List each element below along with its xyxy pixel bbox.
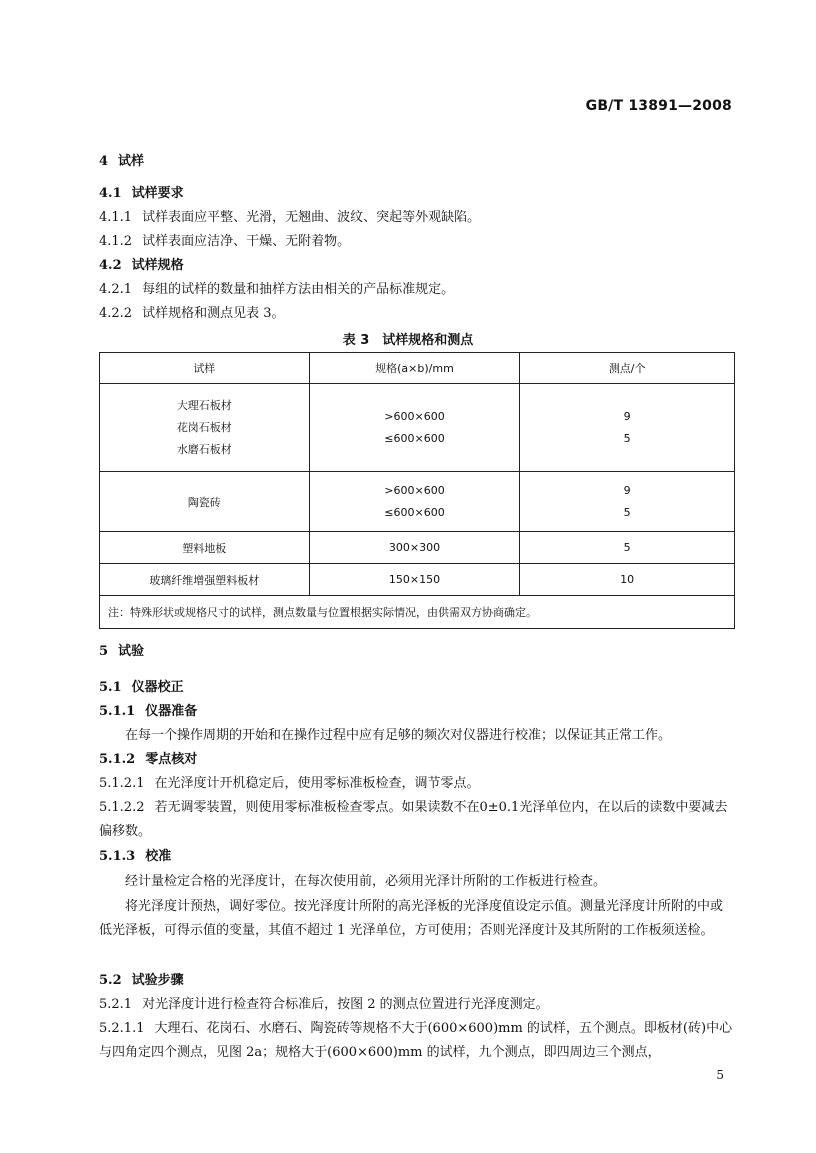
clause-4-1-2: 4.1.2 试样表面应洁净、干燥、无附着物。	[99, 234, 351, 249]
paragraph-5-1-1: 在每一个操作周期的开始和在操作过程中应有足够的频次对仪器进行校准；以保证其正常工作。	[125, 728, 672, 743]
table-cell-points: 9 5	[520, 472, 735, 532]
paragraph-5-1-3-b: 将光泽度计预热，调好零位。按光泽度计所附的高光泽板的光泽度值设定示值。测量光泽度计所附的中或低光泽板，可得示值的变量，其值不超过 1 光泽单位，方可使用；否则光泽度计及其所附的工作板须送检。	[99, 899, 724, 938]
clause-5-1-2-2: 5.1.2.2 若无调零装置，则使用零标准板检查零点。如果读数不在0±0.1光泽单位内，在以后的读数中要减去偏移数。	[99, 800, 728, 839]
section-4-heading: 4 试样	[99, 154, 145, 169]
table-cell-points: 5	[520, 532, 735, 564]
section-5-2-heading: 5.2 试验步骤	[99, 973, 184, 988]
section-5-heading: 5 试验	[99, 644, 145, 659]
table-note: 注：特殊形状或规格尺寸的试样，测点数量与位置根据实际情况，由供需双方协商确定。	[100, 596, 735, 629]
clause-5-1-2-1: 5.1.2.1 在光泽度计开机稳定后，使用零标准板检查，调节零点。	[99, 776, 480, 791]
table-3-title: 表 3 试样规格和测点	[342, 333, 474, 348]
section-4-2-heading: 4.2 试样规格	[99, 258, 184, 273]
table-header-cell: 规格(a×b)/mm	[309, 353, 520, 384]
section-5-1-1-heading: 5.1.1 仪器准备	[99, 704, 198, 719]
table-cell-points: 10	[520, 564, 735, 596]
section-5-1-heading: 5.1 仪器校正	[99, 680, 184, 695]
table-cell-sample: 塑料地板	[100, 532, 310, 564]
table-row	[100, 532, 735, 564]
clause-4-1-1: 4.1.1 试样表面应平整、光滑，无翘曲、波纹、突起等外观缺陷。	[99, 210, 481, 225]
table-note-row	[100, 596, 735, 629]
clause-5-2-1: 5.2.1 对光泽度计进行检查符合标准后，按图 2 的测点位置进行光泽度测定。	[99, 997, 549, 1012]
table-cell-sample: 陶瓷砖	[100, 472, 310, 532]
section-5-1-2-heading: 5.1.2 零点核对	[99, 752, 198, 767]
page-number: 5	[716, 1068, 724, 1082]
clause-4-2-2: 4.2.2 试样规格和测点见表 3。	[99, 306, 285, 321]
table-cell-points: 9 5	[520, 384, 735, 472]
table-header-cell: 测点/个	[520, 353, 735, 384]
table-header-cell: 试样	[100, 353, 310, 384]
section-5-1-3-heading: 5.1.3 校准	[99, 849, 172, 864]
table-row	[100, 472, 735, 532]
standard-code: GB/T 13891—2008	[585, 98, 732, 114]
section-4-1-heading: 4.1 试样要求	[99, 186, 184, 201]
table-cell-spec: >600×600 ≤600×600	[309, 384, 520, 472]
table-3	[99, 352, 735, 629]
table-row	[100, 384, 735, 472]
clause-4-2-1: 4.2.1 每组的试样的数量和抽样方法由相关的产品标准规定。	[99, 282, 455, 297]
table-row	[100, 564, 735, 596]
paragraph-5-1-3-a: 经计量检定合格的光泽度计，在每次使用前，必须用光泽计所附的工作板进行检查。	[125, 874, 607, 889]
table-cell-sample: 玻璃纤维增强塑料板材	[100, 564, 310, 596]
table-cell-sample: 大理石板材 花岗石板材 水磨石板材	[100, 384, 310, 472]
clause-5-2-1-1: 5.2.1.1 大理石、花岗石、水磨石、陶瓷砖等规格不大于(600×600)mm 的试样，五个测点。即板材(砖)中心与四角定四个测点，见图 2a；规格大于(600×600)mm 的试样，九个测点，即四周边三个测点，	[99, 1021, 733, 1060]
table-header-row	[100, 353, 735, 384]
table-cell-spec: 300×300	[309, 532, 520, 564]
table-cell-spec: >600×600 ≤600×600	[309, 472, 520, 532]
table-cell-spec: 150×150	[309, 564, 520, 596]
